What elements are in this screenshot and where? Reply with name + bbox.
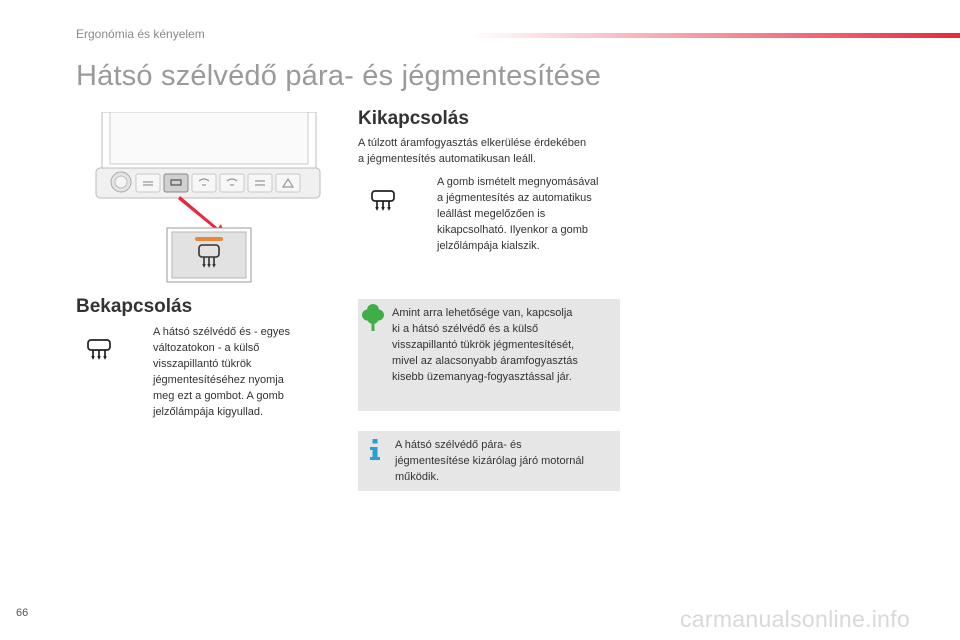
- rear-defrost-icon: [86, 338, 112, 360]
- kikapcsolas-intro: A túlzott áramfogyasztás elkerülése érdekében a jégmentesítés automatikusan leáll.: [358, 137, 587, 165]
- page-number: 66: [16, 607, 29, 619]
- info-note-callout: [358, 431, 620, 491]
- eco-tree-icon: [362, 302, 384, 332]
- info-note-text: A hátsó szélvédő pára- és jégmentesítése kizárólag járó motornál működik.: [395, 439, 584, 483]
- dashboard-illustration: [94, 112, 324, 287]
- dashboard-control-panel: [96, 112, 320, 198]
- kikapcsolas-heading: Kikapcsolás: [358, 108, 469, 129]
- kikapcsolas-bullet-text: A gomb ismételt megnyomásával a jégmentesítés az automatikus leállást megelőzően is kikapcsolható. Ilyenkor a gomb jelzőlámpája kialszik.: [437, 176, 599, 252]
- eco-note-text: Amint arra lehetősége van, kapcsolja ki a hátsó szélvédő és a külső visszapillantó tükrök jégmentesítését, mivel az alacsonyabb áramfogyasztás kisebb üzemanyag-fogyasztással jár.: [392, 307, 578, 383]
- bekapcsolas-text: A hátsó szélvédő és - egyes változatokon - a külső visszapillantó tükrök jégmentesítéséhez nyomja meg ezt a gombot. A gomb jelzőlámpája kigyullad.: [153, 326, 290, 418]
- rear-defrost-button: [167, 228, 251, 282]
- header-rule: [470, 33, 960, 38]
- page-title: Hátsó szélvédő pára- és jégmentesítése: [76, 60, 602, 92]
- info-icon: [369, 439, 381, 461]
- bekapcsolas-heading: Bekapcsolás: [76, 296, 193, 317]
- eco-note-callout: [358, 299, 620, 411]
- watermark: carmanualsonline.info: [680, 606, 911, 632]
- rear-defrost-icon: [370, 189, 396, 211]
- section-header: Ergonómia és kényelem: [76, 27, 205, 41]
